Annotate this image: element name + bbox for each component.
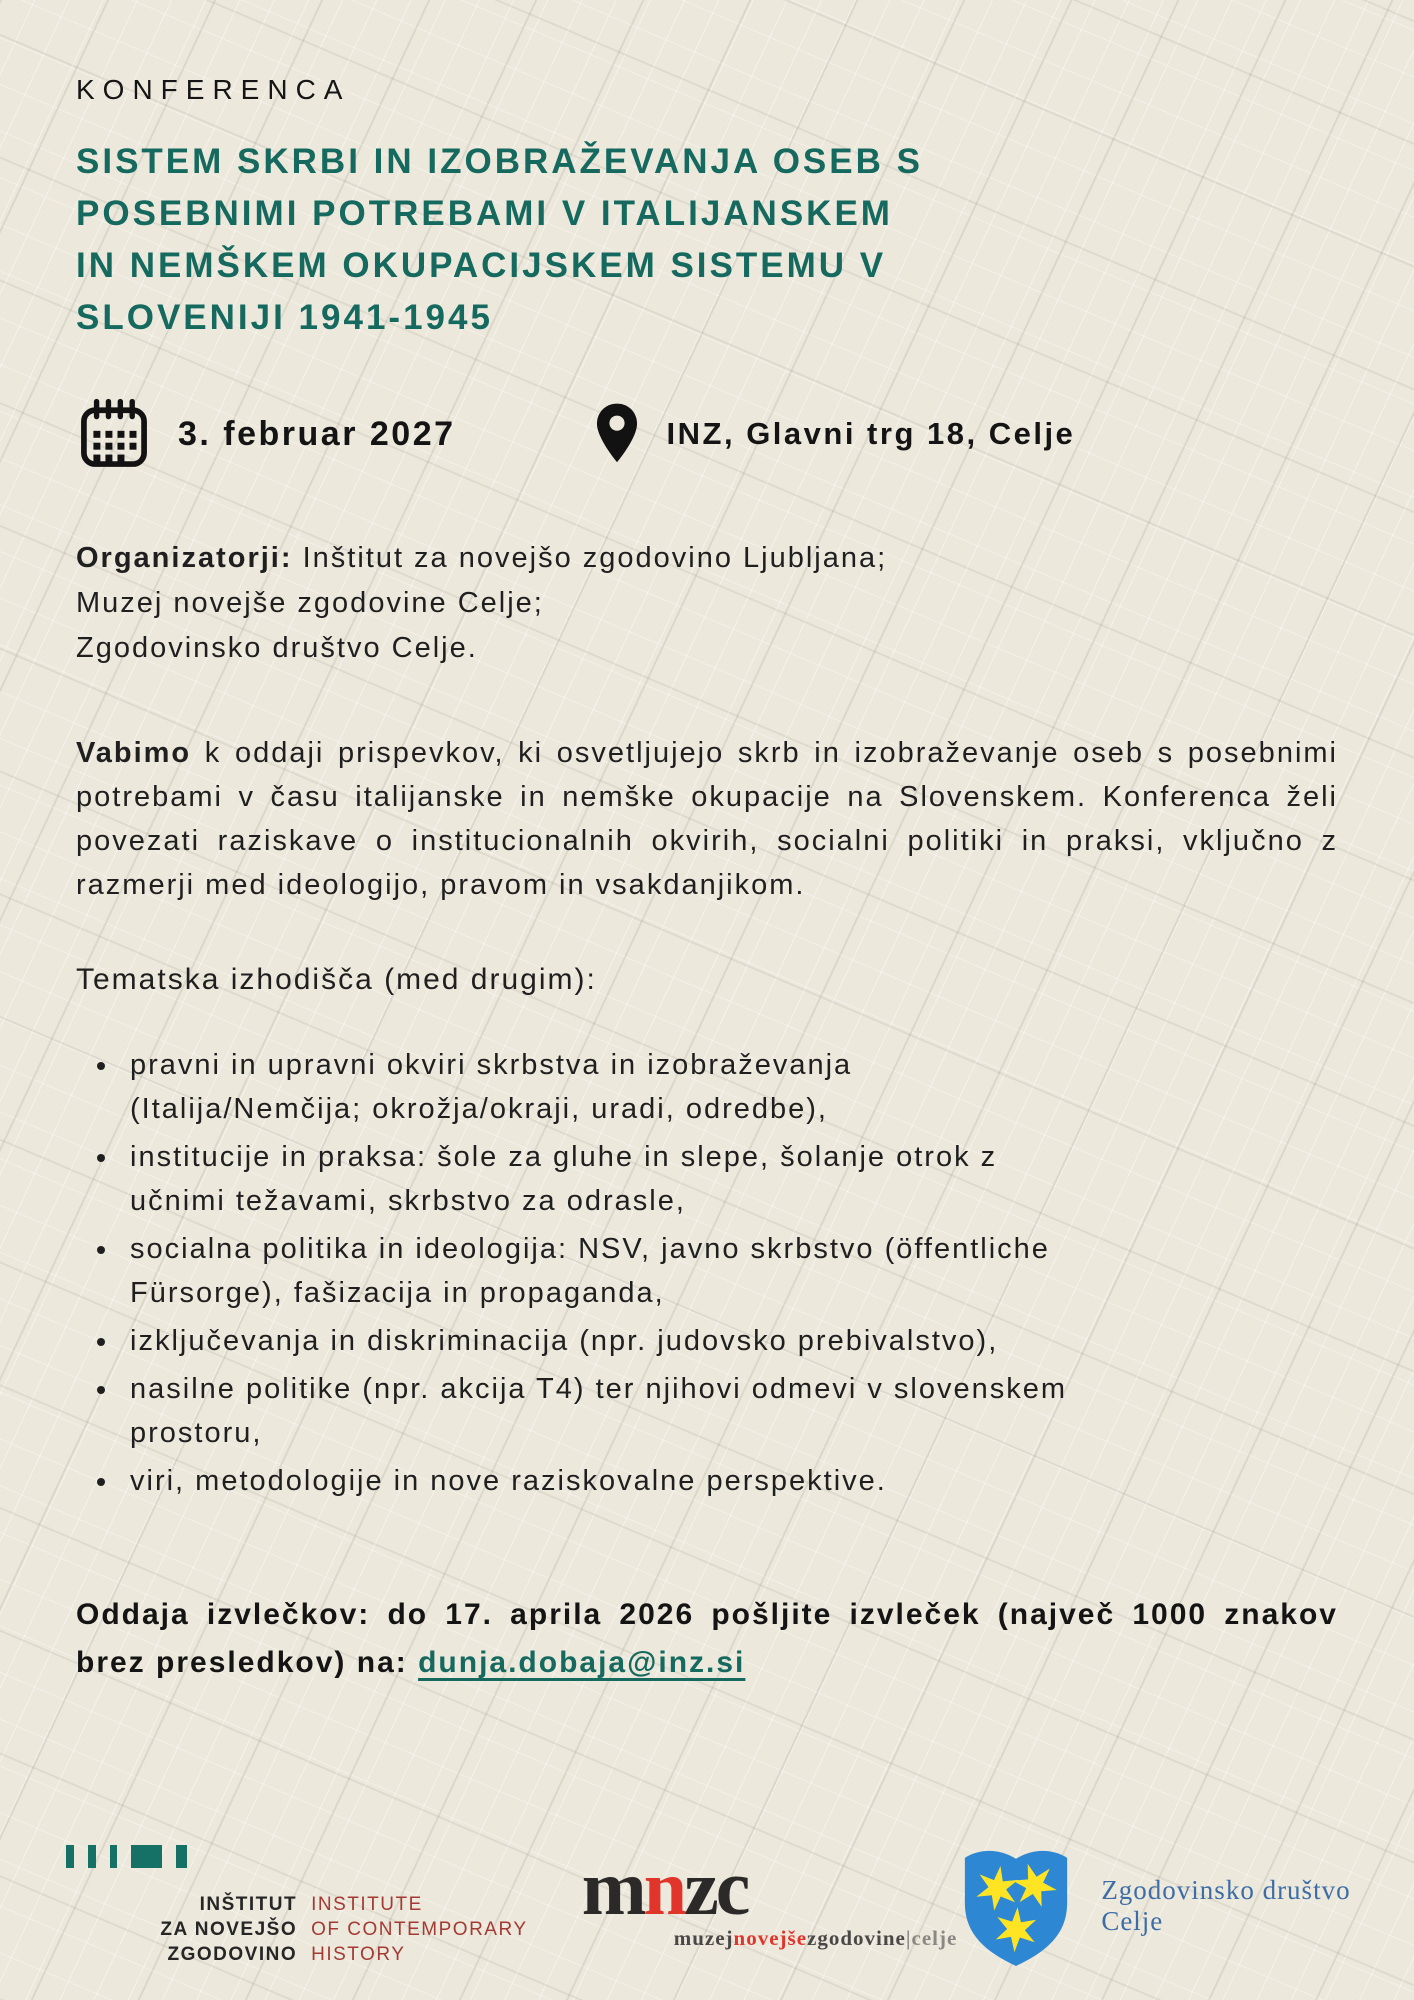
date-location-row — [76, 396, 1338, 472]
mnzc-sub-separator: | — [905, 1925, 912, 1950]
title-line-2: POSEBNIMI POTREBAMI V ITALIJANSKEM — [76, 194, 893, 233]
topic-item: • socialna politika in ideologija: NSV, javno skrbstvo (öffentliche Fürsorge), fašizacija in propaganda, — [120, 1227, 1338, 1315]
topic-item: • pravni in upravni okviri skrbstva in izobraževanja (Italija/Nemčija; okrožja/okraji, uradi, odredbe), — [120, 1043, 1338, 1131]
organizers-paragraph — [76, 536, 1338, 671]
event-date: 3. februar 2027 — [178, 414, 456, 453]
organizers-line-2: Muzej novejše zgodovine Celje; — [76, 587, 544, 619]
topics-list — [76, 1043, 1338, 1503]
inz-name-slovenian: INŠTITUT ZA NOVEJŠO ZGODOVINO — [160, 1894, 298, 1965]
mnzc-sub-muzej: muzej — [673, 1925, 734, 1950]
invitation-text: k oddaji prispevkov, ki osvetljujejo skrb in izobraževanje oseb s posebnimi potrebami v času italijanske in nemške okupacije na Slovenskem. Konferenca želi povezati raziskave o institucionalnih okvirih, socialni politiki in praksi, vključno z razmerji med ideologijo, pravom in vsakdanjikom. — [76, 737, 1338, 901]
location-group — [591, 401, 1076, 467]
title-line-4: SLOVENIJI 1941-1945 — [76, 298, 493, 337]
location-pin-icon — [591, 401, 643, 467]
topic-item: • izključevanja in diskriminacija (npr. judovsko prebivalstvo), — [120, 1319, 1338, 1363]
celje-shield-icon — [957, 1842, 1075, 1970]
mnzc-sub-novejse: novejše — [733, 1925, 808, 1950]
organizers-line-1-text: Inštitut za novejšo zgodovino Ljubljana; — [292, 542, 888, 574]
calendar-icon — [76, 396, 152, 472]
kicker-label: KONFERENCA — [76, 74, 351, 105]
mnzc-sub-zgodovine: zgodovine — [807, 1925, 906, 1950]
mnzc-wordmark — [581, 1843, 958, 1931]
topics-heading: Tematska izhodišča (med drugim): — [76, 963, 597, 996]
mnzc-letter-m: m — [581, 1843, 644, 1931]
mnzc-letter-n: n — [643, 1843, 685, 1931]
submission-text: Oddaja izvlečkov: do 17. aprila 2026 pošljite izvleček (največ 1000 znakov brez presledkov) na: — [76, 1598, 1338, 1679]
inz-name-english: INSTITUTE OF CONTEMPORARY HISTORY — [311, 1894, 528, 1965]
topic-item: • institucije in praksa: šole za gluhe in slepe, šolanje otrok z učnimi težavami, skrbstvo za odrasle, — [120, 1135, 1338, 1223]
invitation-lead: Vabimo — [76, 737, 192, 769]
event-location: INZ, Glavni trg 18, Celje — [666, 416, 1076, 451]
inz-logo — [64, 1845, 582, 1967]
organizers-line-3: Zgodovinsko društvo Celje. — [76, 632, 478, 664]
zdc-logo — [957, 1842, 1354, 1970]
date-group — [76, 396, 456, 472]
submission-paragraph — [76, 1591, 1338, 1687]
inz-bars-icon — [66, 1845, 582, 1868]
mnzc-subtitle — [674, 1926, 958, 1951]
topic-item: • nasilne politike (npr. akcija T4) ter njihovi odmevi v slovenskem prostoru, — [120, 1367, 1338, 1455]
zdc-label: Zgodovinsko društvo Celje — [1101, 1875, 1351, 1936]
conference-title — [76, 136, 1338, 344]
mnzc-logo — [581, 1843, 958, 1951]
inz-logo-text — [64, 1892, 582, 1967]
email-link[interactable]: dunja.dobaja@inz.si — [418, 1646, 746, 1679]
invitation-paragraph — [76, 731, 1338, 907]
title-line-3: IN NEMŠKEM OKUPACIJSKEM SISTEMU V — [76, 246, 887, 285]
title-line-1: SISTEM SKRBI IN IZOBRAŽEVANJA OSEB S — [76, 142, 923, 181]
topic-item: • viri, metodologije in nove raziskovalne perspektive. — [120, 1459, 1338, 1503]
mnzc-letters-zc: zc — [684, 1843, 748, 1931]
footer-logos — [0, 1842, 1414, 1984]
mnzc-sub-celje: celje — [911, 1925, 958, 1950]
organizers-label: Organizatorji: — [76, 542, 293, 574]
organizers-line-1 — [76, 536, 1338, 581]
